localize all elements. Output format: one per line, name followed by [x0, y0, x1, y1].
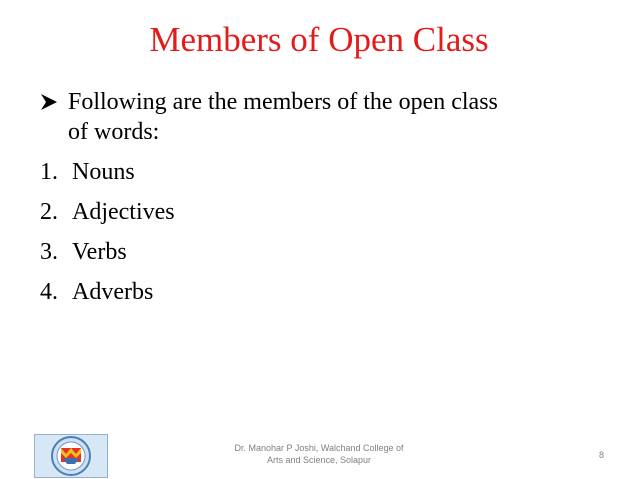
intro-bullet: [40, 87, 600, 147]
college-logo-icon: [34, 434, 108, 478]
page-number: 8: [598, 450, 604, 460]
intro-line-2: of words:: [68, 119, 160, 145]
list-item: [40, 237, 600, 267]
list-item-number: 2.: [40, 199, 58, 225]
intro-text: [68, 87, 600, 147]
footer-credit-line-1: Dr. Manohar P Joshi, Walchand College of: [234, 443, 404, 453]
list-item-label: Verbs: [72, 239, 127, 265]
footer-credit-line-2: Arts and Science, Solapur: [266, 455, 372, 465]
list-item-label: Adjectives: [72, 199, 175, 225]
members-list: [40, 157, 600, 307]
list-item-number: 4.: [40, 279, 58, 305]
list-item: [40, 197, 600, 227]
intro-line-1: Following are the members of the open class: [68, 89, 498, 115]
list-item: [40, 157, 600, 187]
arrow-bullet-icon: [40, 87, 58, 117]
list-item: [40, 277, 600, 307]
slide-body: [40, 87, 600, 331]
list-item-number: 1.: [40, 159, 58, 185]
list-item-number: 3.: [40, 239, 58, 265]
list-item-label: Nouns: [72, 159, 135, 185]
list-item-label: Adverbs: [72, 279, 154, 305]
footer-credit: [218, 442, 420, 466]
slide-title: Members of Open Class: [149, 20, 489, 59]
